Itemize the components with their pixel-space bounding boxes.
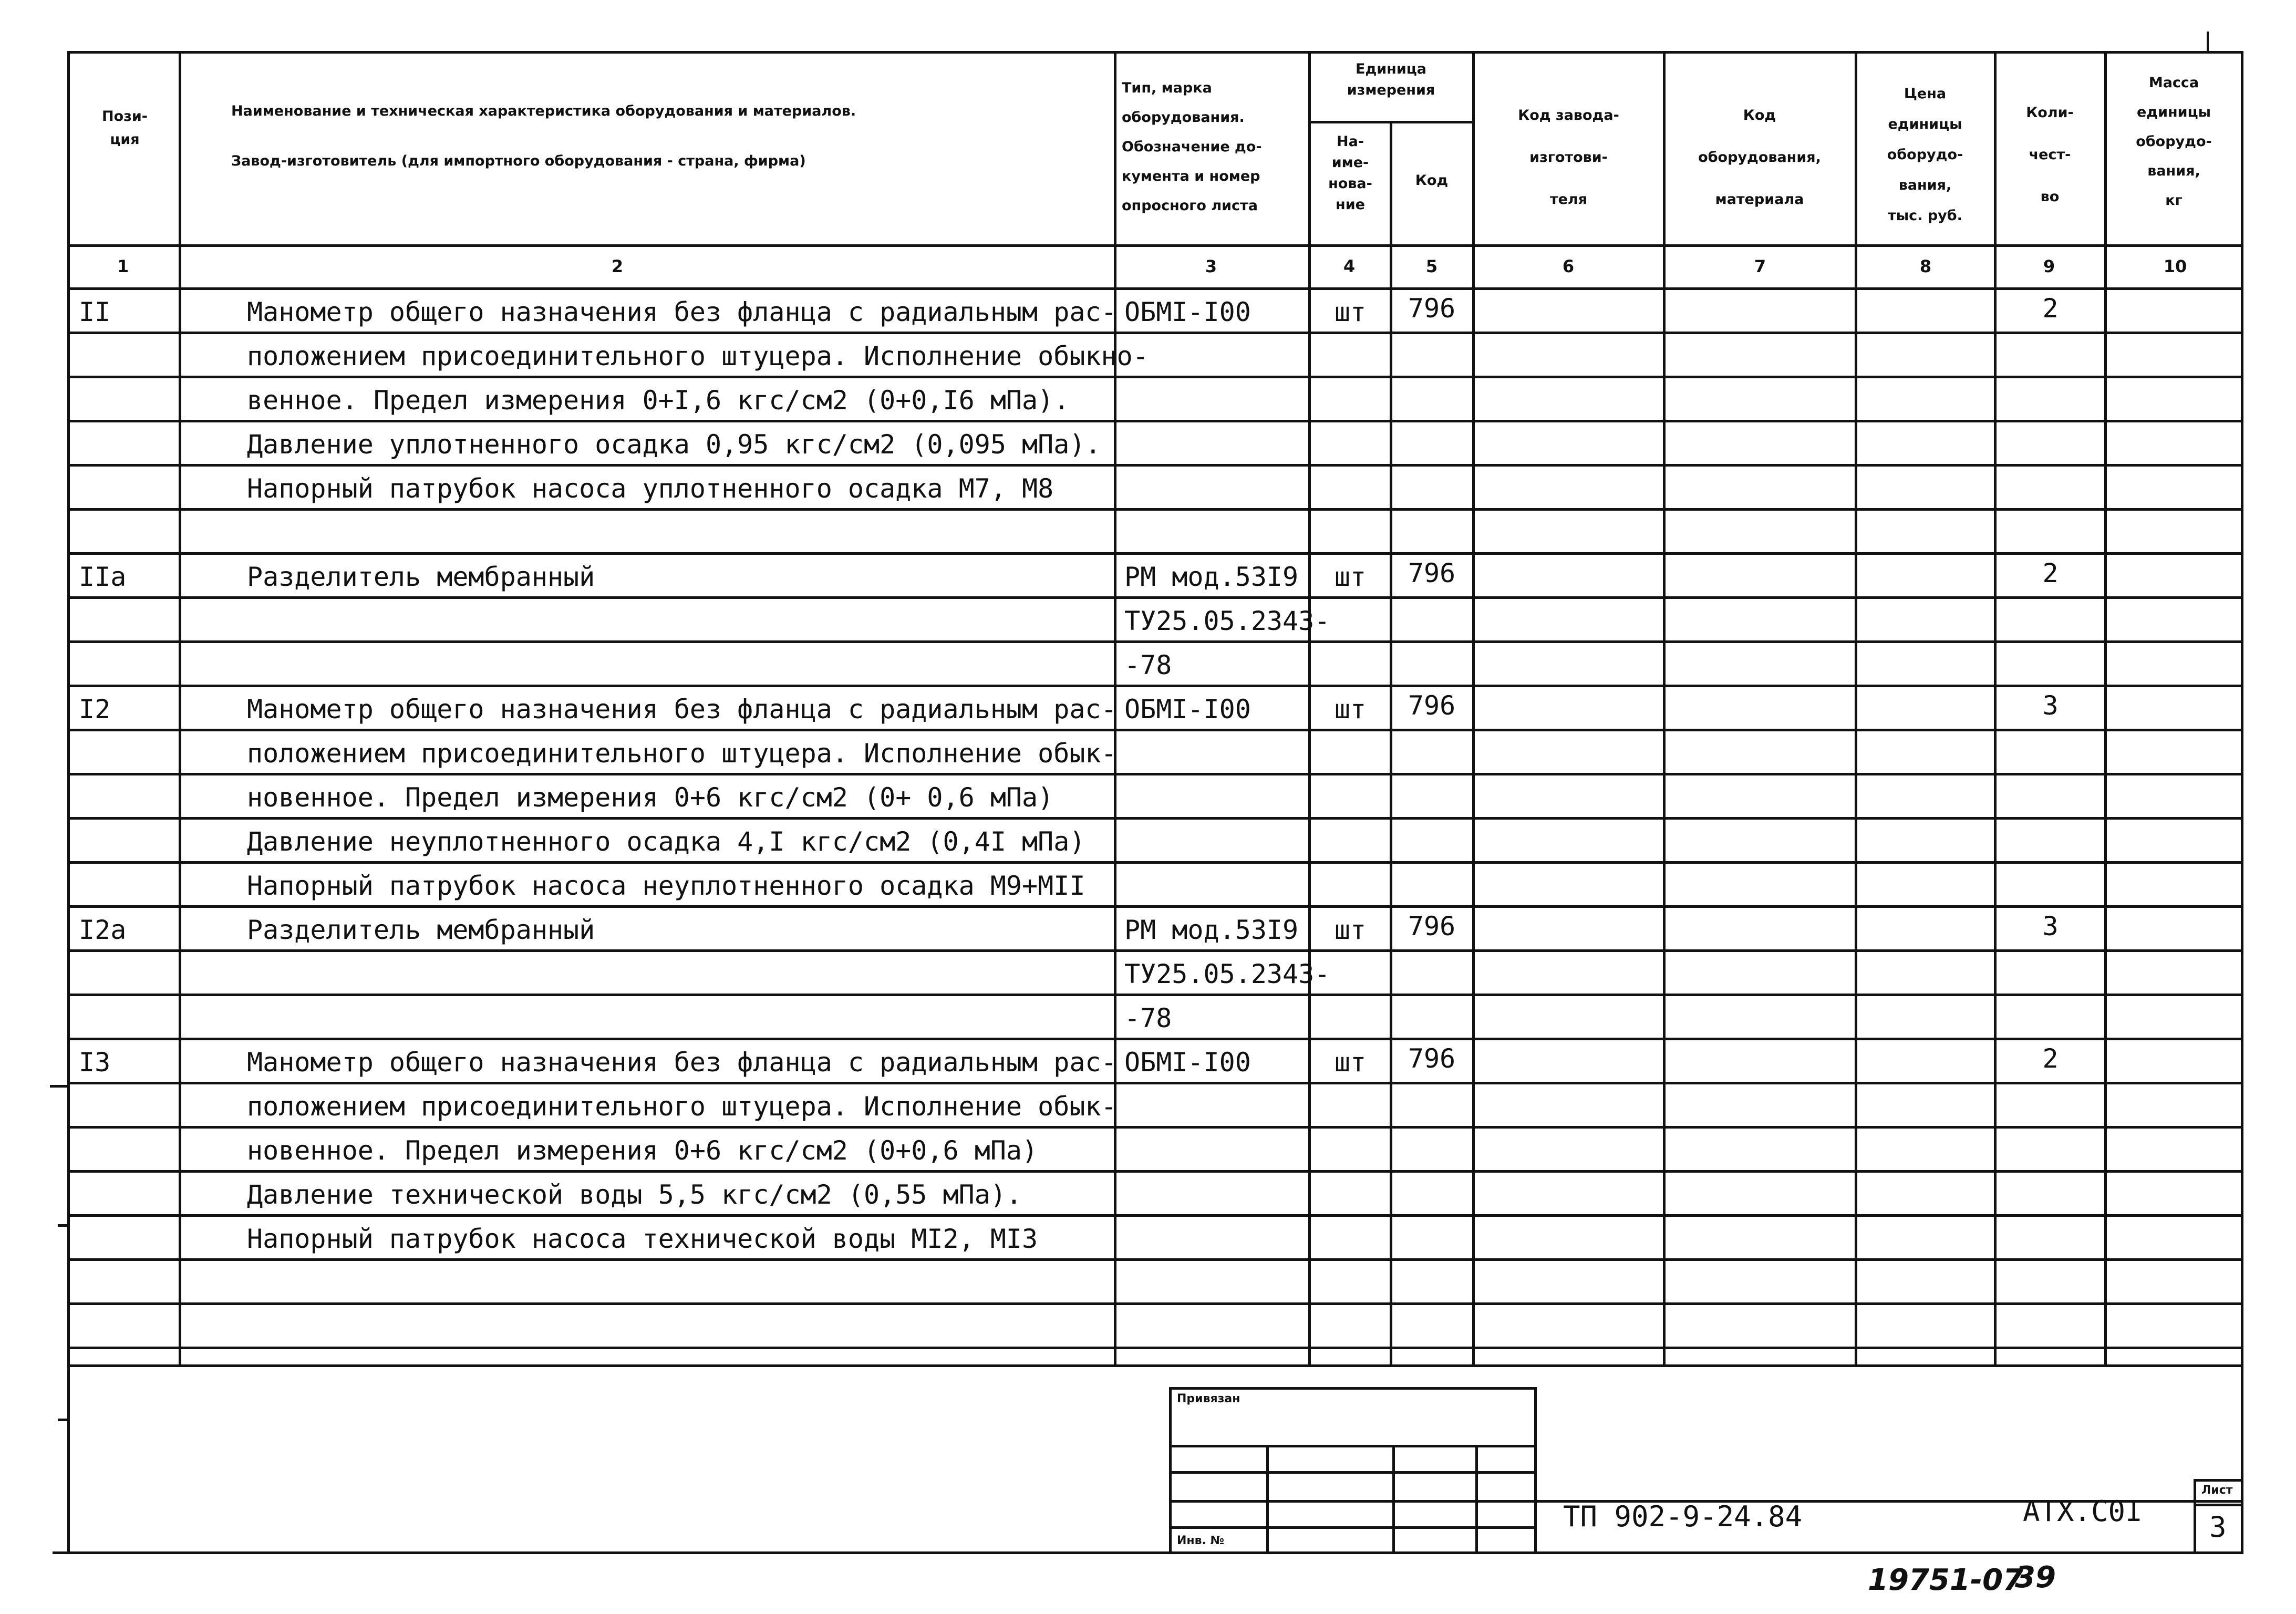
header-col10: Масса единицы оборудо- вания, кг — [2136, 75, 2212, 209]
table-row — [0, 731, 2296, 775]
table-row — [0, 1129, 2296, 1173]
row-type: ОБМI-I00 — [1124, 297, 1251, 327]
table-row — [0, 334, 2296, 378]
stamp-div-2 — [1392, 1445, 1395, 1553]
row-unit-code — [1392, 820, 1471, 864]
row-quantity: 2 — [2042, 1043, 2059, 1074]
row-type — [1124, 1305, 1306, 1349]
header-unit-group: Единица измерения — [1347, 61, 1435, 98]
stamp-row-2 — [1169, 1471, 1537, 1474]
row-quantity — [1997, 996, 2104, 1040]
colnum-5: 5 — [1425, 256, 1438, 276]
row-position — [79, 467, 173, 511]
row-unit-code: 796 — [1408, 558, 1456, 588]
stamp-div-3 — [1475, 1445, 1478, 1553]
row-unit-code — [1392, 467, 1471, 511]
row-quantity — [1997, 1305, 2104, 1349]
row-quantity — [1997, 599, 2104, 643]
row-position — [79, 643, 173, 687]
table-row — [0, 599, 2296, 643]
row-unit — [1311, 1129, 1390, 1173]
row-position — [79, 511, 173, 555]
table-row — [0, 1305, 2296, 1349]
table-row — [0, 511, 2296, 555]
row-unit: шт — [1334, 1047, 1367, 1078]
row-quantity — [1997, 1173, 2104, 1217]
row-type — [1124, 775, 1306, 820]
row-type: -78 — [1124, 650, 1172, 680]
row-unit-code — [1392, 731, 1471, 775]
row-unit — [1311, 1173, 1390, 1217]
row-position — [79, 1129, 173, 1173]
row-position — [79, 820, 173, 864]
row-unit — [1311, 731, 1390, 775]
stamp-row-1 — [1169, 1445, 1537, 1447]
colnum-1: 1 — [117, 256, 129, 276]
row-name: Напорный патрубок насоса уплотненного осадка М7, М8 — [247, 473, 1054, 504]
row-unit-code — [1392, 1305, 1471, 1349]
row-quantity — [1997, 1084, 2104, 1129]
row-name — [247, 952, 1109, 996]
row-position — [79, 378, 173, 422]
table-row — [0, 378, 2296, 422]
row-unit — [1311, 643, 1390, 687]
table-row — [0, 1173, 2296, 1217]
colnum-6: 6 — [1562, 256, 1575, 276]
row-unit — [1311, 1084, 1390, 1129]
row-type — [1124, 820, 1306, 864]
row-type — [1124, 1129, 1306, 1173]
row-name: новенное. Предел измерения 0+6 кгс/см2 (0+0,6 мПа) — [247, 1135, 1038, 1166]
header-col5: Код — [1415, 172, 1449, 189]
row-name: Давление неуплотненного осадка 4,I кгс/см2 (0,4I мПа) — [247, 826, 1085, 857]
row-quantity — [1997, 378, 2104, 422]
row-unit — [1311, 422, 1390, 467]
row-type: РМ мод.53I9 — [1124, 915, 1299, 945]
row-quantity — [1997, 952, 2104, 996]
row-unit-code — [1392, 1173, 1471, 1217]
table-row — [0, 1084, 2296, 1129]
row-unit-code — [1392, 996, 1471, 1040]
row-quantity: 2 — [2042, 293, 2059, 324]
row-type: ТУ25.05.2343- — [1124, 606, 1330, 636]
row-name — [247, 1261, 1109, 1305]
row-unit-code — [1392, 1261, 1471, 1305]
table-row — [0, 555, 2296, 599]
row-position — [79, 1305, 173, 1349]
table-row — [0, 422, 2296, 467]
row-quantity — [1997, 1261, 2104, 1305]
table-row — [0, 1217, 2296, 1261]
colnum-9: 9 — [2043, 256, 2055, 276]
row-unit: шт — [1334, 562, 1367, 592]
table-row — [0, 775, 2296, 820]
row-unit: шт — [1334, 915, 1367, 945]
table-row — [0, 864, 2296, 908]
archive-number: 19751-07 — [1868, 1563, 2023, 1597]
table-row — [0, 1040, 2296, 1084]
row-unit-code — [1392, 952, 1471, 996]
row-unit-code — [1392, 378, 1471, 422]
row-quantity — [1997, 334, 2104, 378]
colnum-8: 8 — [1919, 256, 1932, 276]
stamp-row-4 — [1169, 1526, 1537, 1529]
row-unit-code — [1392, 864, 1471, 908]
row-position — [79, 1261, 173, 1305]
row-quantity — [1997, 643, 2104, 687]
sheet-label: Лист — [2201, 1484, 2233, 1497]
row-unit-code — [1392, 334, 1471, 378]
row-quantity — [1997, 820, 2104, 864]
row-type — [1124, 422, 1306, 467]
row-position — [79, 775, 173, 820]
row-unit-code — [1392, 511, 1471, 555]
row-unit — [1311, 864, 1390, 908]
row-name — [247, 511, 1109, 555]
header-col8: Цена единицы оборудо- вания, тыс. руб. — [1887, 86, 1963, 224]
table-row — [0, 996, 2296, 1040]
row-unit — [1311, 1217, 1390, 1261]
row-name: Разделитель мембранный — [247, 915, 595, 945]
row-unit — [1311, 599, 1390, 643]
row-type — [1124, 731, 1306, 775]
header-col9: Коли- чест- во — [2026, 105, 2074, 205]
row-position: IIа — [79, 562, 127, 592]
doc-mark: АТХ.С0I — [2023, 1495, 2143, 1528]
row-unit — [1311, 467, 1390, 511]
row-type — [1124, 511, 1306, 555]
table-row — [0, 467, 2296, 511]
row-name: Манометр общего назначения без фланца с радиальным рас- — [247, 694, 1117, 725]
row-position — [79, 864, 173, 908]
row-position — [79, 422, 173, 467]
row-name: Манометр общего назначения без фланца с радиальным рас- — [247, 1047, 1117, 1078]
sheet-box-mid — [2194, 1504, 2243, 1506]
row-quantity: 3 — [2042, 911, 2059, 942]
row-quantity: 3 — [2042, 690, 2059, 721]
row-type: ОБМI-I00 — [1124, 694, 1251, 725]
row-position: I2а — [79, 915, 127, 945]
row-name: Давление технической воды 5,5 кгс/см2 (0,55 мПа). — [247, 1180, 1022, 1210]
header-bottom-line — [67, 244, 2243, 247]
row-quantity — [1997, 422, 2104, 467]
row-unit-code — [1392, 643, 1471, 687]
colnum-3: 3 — [1205, 256, 1217, 276]
row-unit — [1311, 1305, 1390, 1349]
stamp-inv-label: Инв. № — [1177, 1534, 1225, 1547]
row-name: Давление уплотненного осадка 0,95 кгс/см2 (0,095 мПа). — [247, 429, 1101, 460]
row-position — [79, 731, 173, 775]
row-position — [79, 952, 173, 996]
corner-tick — [2207, 32, 2209, 53]
row-position: II — [79, 297, 111, 327]
row-name — [247, 1305, 1109, 1349]
table-row — [0, 908, 2296, 952]
doc-code: ТП 902-9-24.84 — [1563, 1500, 1803, 1533]
margin-tick-3 — [58, 1419, 68, 1421]
row-unit — [1311, 1261, 1390, 1305]
row-unit-code: 796 — [1408, 293, 1456, 324]
row-unit — [1311, 511, 1390, 555]
row-type: -78 — [1124, 1003, 1172, 1033]
table-row — [0, 687, 2296, 731]
row-type — [1124, 1084, 1306, 1129]
row-unit-code — [1392, 599, 1471, 643]
row-quantity — [1997, 511, 2104, 555]
frame-top — [67, 51, 2243, 54]
row-unit-code: 796 — [1408, 690, 1456, 721]
colnum-10: 10 — [2163, 256, 2187, 276]
row-name: венное. Предел измерения 0+I,6 кгс/см2 (0+0,I6 мПа). — [247, 385, 1070, 416]
header-col7: Код оборудования, материала — [1698, 107, 1821, 208]
row-position — [79, 1084, 173, 1129]
row-name: Напорный патрубок насоса неуплотненного осадка М9+МII — [247, 871, 1085, 901]
row-name: Разделитель мембранный — [247, 562, 595, 592]
header-col3: Тип, марка оборудования. Обозначение до- кумента и номер опросного листа — [1122, 80, 1262, 214]
row-name: положением присоединительного штуцера. Исполнение обык- — [247, 738, 1117, 769]
table-bottom-line — [67, 1364, 2243, 1367]
header-col6: Код завода- изготови- теля — [1518, 107, 1619, 208]
row-position: I2 — [79, 694, 111, 725]
row-unit: шт — [1334, 297, 1367, 327]
sheet-number: 3 — [2209, 1510, 2227, 1544]
row-unit-code: 796 — [1408, 1043, 1456, 1074]
row-name: новенное. Предел измерения 0+6 кгс/см2 (0+ 0,6 мПа) — [247, 782, 1054, 813]
row-type — [1124, 1173, 1306, 1217]
colnum-7: 7 — [1754, 256, 1766, 276]
header-col2-line1: Наименование и техническая характеристика оборудования и материалов. — [231, 103, 856, 119]
row-unit — [1311, 378, 1390, 422]
table-row — [0, 820, 2296, 864]
row-type: ОБМI-I00 — [1124, 1047, 1251, 1078]
row-unit-code — [1392, 422, 1471, 467]
archive-page: 39 — [2015, 1560, 2056, 1595]
header-col4: На- име- нова- ние — [1328, 133, 1372, 213]
stamp-top — [1169, 1387, 1537, 1390]
sheet-box-top — [2194, 1479, 2243, 1482]
row-quantity — [1997, 731, 2104, 775]
colnum-4: 4 — [1343, 256, 1356, 276]
sheet-box-left — [2194, 1479, 2196, 1553]
row-unit-code — [1392, 1084, 1471, 1129]
row-quantity — [1997, 1129, 2104, 1173]
row-position — [79, 599, 173, 643]
row-type — [1124, 864, 1306, 908]
header-col1: Пози- ция — [102, 108, 148, 148]
row-unit-code — [1392, 775, 1471, 820]
row-type — [1124, 1217, 1306, 1261]
stamp-div-1 — [1266, 1445, 1269, 1553]
row-type — [1124, 467, 1306, 511]
row-unit — [1311, 996, 1390, 1040]
row-type: ТУ25.05.2343- — [1124, 959, 1330, 989]
row-unit-code: 796 — [1408, 911, 1456, 942]
row-unit — [1311, 334, 1390, 378]
header-col2-line2: Завод-изготовитель (для импортного оборудования - страна, фирма) — [231, 153, 806, 169]
frame-bottom — [53, 1551, 2243, 1554]
row-name — [247, 643, 1109, 687]
table-row — [0, 1261, 2296, 1305]
row-quantity — [1997, 864, 2104, 908]
row-name: положением присоединительного штуцера. Исполнение обыкно- — [247, 341, 1149, 371]
row-type: РМ мод.53I9 — [1124, 562, 1299, 592]
row-name: положением присоединительного штуцера. Исполнение обык- — [247, 1091, 1117, 1122]
row-unit: шт — [1334, 694, 1367, 725]
row-name — [247, 996, 1109, 1040]
row-position — [79, 996, 173, 1040]
table-row — [0, 290, 2296, 334]
row-position — [79, 1173, 173, 1217]
row-position: I3 — [79, 1047, 111, 1078]
row-quantity — [1997, 467, 2104, 511]
row-quantity: 2 — [2042, 558, 2059, 588]
row-name: Напорный патрубок насоса технической воды МI2, МI3 — [247, 1224, 1038, 1254]
stamp-tied-label: Привязан — [1177, 1392, 1240, 1405]
row-divider — [67, 1347, 2243, 1349]
table-row — [0, 643, 2296, 687]
row-position — [79, 334, 173, 378]
row-quantity — [1997, 1217, 2104, 1261]
row-position — [79, 1217, 173, 1261]
row-type — [1124, 1261, 1306, 1305]
row-quantity — [1997, 775, 2104, 820]
row-unit — [1311, 820, 1390, 864]
row-unit — [1311, 775, 1390, 820]
row-name: Манометр общего назначения без фланца с радиальным рас- — [247, 297, 1117, 327]
colnum-2: 2 — [611, 256, 624, 276]
row-unit-code — [1392, 1217, 1471, 1261]
row-name — [247, 599, 1109, 643]
row-type — [1124, 334, 1306, 378]
row-type — [1124, 378, 1306, 422]
row-unit-code — [1392, 1129, 1471, 1173]
table-row — [0, 952, 2296, 996]
row-unit — [1311, 952, 1390, 996]
